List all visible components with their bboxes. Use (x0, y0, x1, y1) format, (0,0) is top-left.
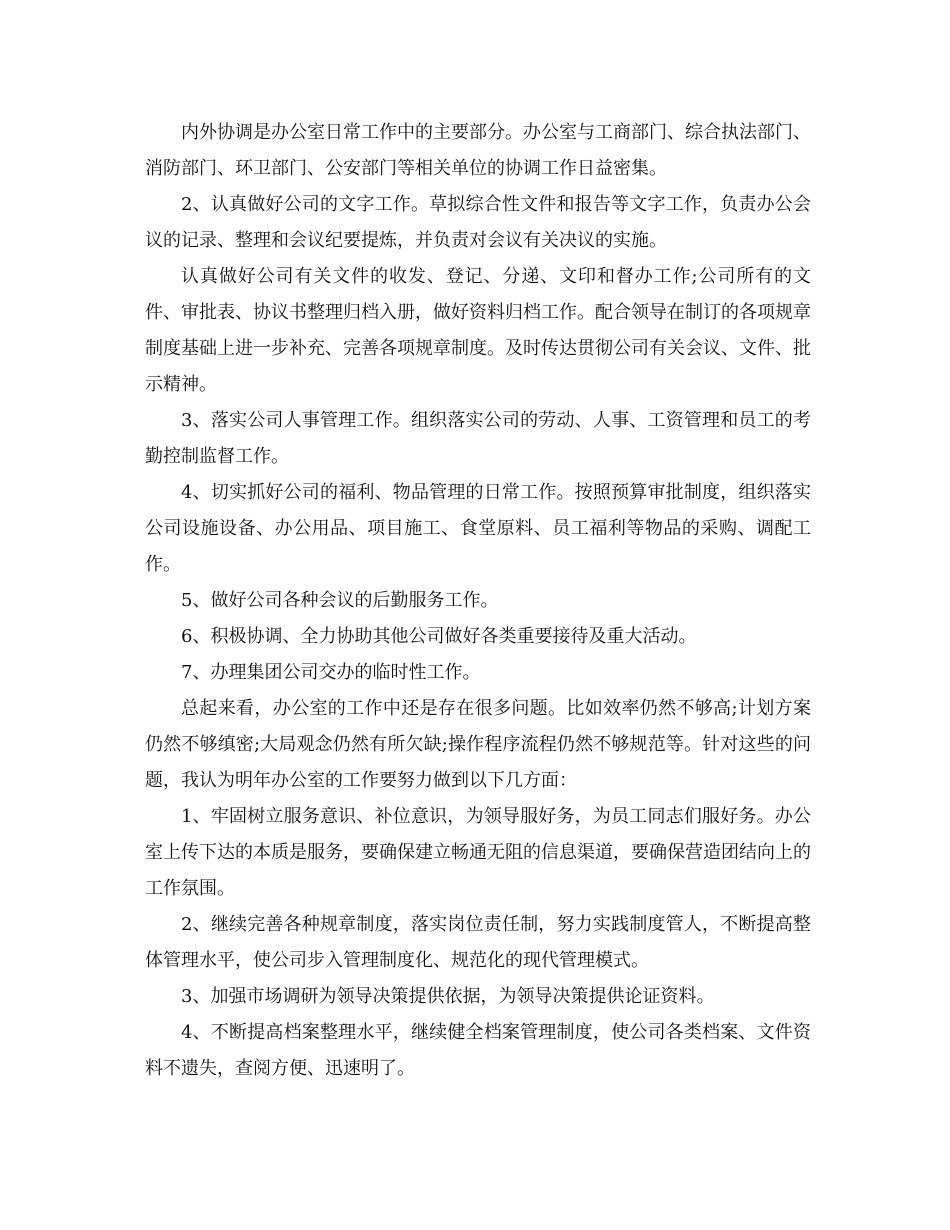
paragraph-item-6-reception: 6、积极协调、全力协助其他公司做好各类重要接待及重大活动。 (181, 626, 697, 647)
paragraph-plan-4-archives: 4、不断提高档案整理水平，继续健全档案管理制度，使公司各类档案、文件资料不遗失，查阅方便、迅速明了。 (145, 1022, 811, 1079)
paragraph-item-5-meetings: 5、做好公司各种会议的后勤服务工作。 (181, 590, 499, 611)
paragraph-documents: 认真做好公司有关文件的收发、登记、分递、文印和督办工作;公司所有的文件、审批表、协议书整理归档入册，做好资料归档工作。配合领导在制订的各项规章制度基础上进一步补充、完善各项规章制度。及时传达贯彻公司有关会议、文件、批示精神。 (145, 266, 811, 395)
paragraph-plan-1-service: 1、牢固树立服务意识、补位意识，为领导服好务，为员工同志们服好务。办公室上传下达的本质是服务，要确保建立畅通无阻的信息渠道，要确保营造团结向上的工作氛围。 (145, 806, 811, 899)
paragraph-item-2-writing: 2、认真做好公司的文字工作。草拟综合性文件和报告等文字工作，负责办公会议的记录、整理和会议纪要提炼，并负责对会议有关决议的实施。 (145, 194, 811, 251)
paragraph-summary: 总起来看，办公室的工作中还是存在很多问题。比如效率仍然不够高;计划方案仍然不够缜密;大局观念仍然有所欠缺;操作程序流程仍然不够规范等。针对这些的问题，我认为明年办公室的工作要努力做到以下几方面： (145, 698, 811, 791)
paragraph-item-3-personnel: 3、落实公司人事管理工作。组织落实公司的劳动、人事、工资管理和员工的考勤控制监督工作。 (145, 410, 811, 467)
paragraph-coordination: 内外协调是办公室日常工作中的主要部分。办公室与工商部门、综合执法部门、消防部门、环卫部门、公安部门等相关单位的协调工作日益密集。 (145, 122, 811, 179)
document-body (145, 115, 811, 1087)
paragraph-plan-3-research: 3、加强市场调研为领导决策提供依据，为领导决策提供论证资料。 (181, 986, 715, 1007)
paragraph-item-7-temporary: 7、办理集团公司交办的临时性工作。 (181, 662, 481, 683)
paragraph-item-4-welfare: 4、切实抓好公司的福利、物品管理的日常工作。按照预算审批制度，组织落实公司设施设备、办公用品、项目施工、食堂原料、员工福利等物品的采购、调配工作。 (145, 482, 811, 575)
paragraph-plan-2-rules: 2、继续完善各种规章制度，落实岗位责任制，努力实践制度管人，不断提高整体管理水平，使公司步入管理制度化、规范化的现代管理模式。 (145, 914, 811, 971)
